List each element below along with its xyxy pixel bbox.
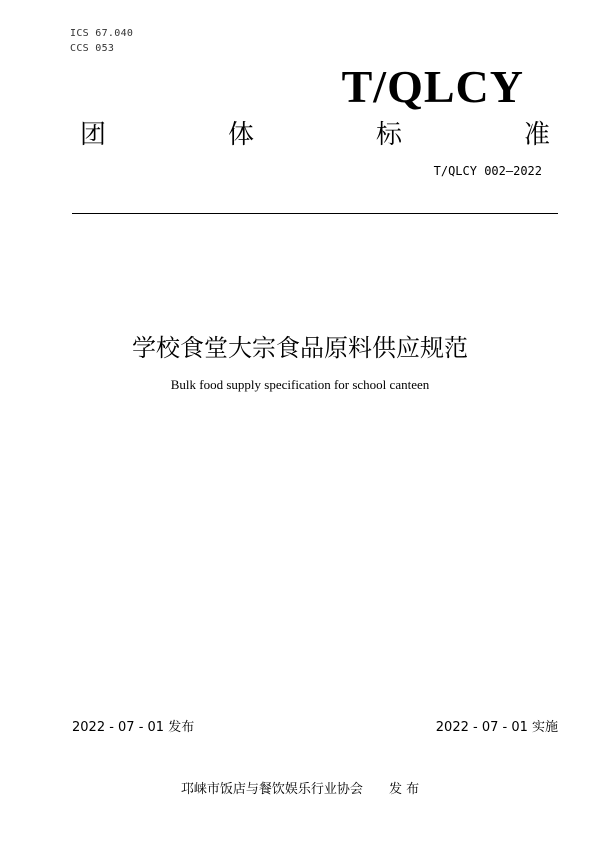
document-title: 学校食堂大宗食品原料供应规范 — [132, 334, 468, 362]
standard-number: T/QLCY 002—2022 — [433, 164, 542, 178]
implementation-date: 2022 - 07 - 01 实施 — [435, 720, 558, 735]
category-char: 准 — [523, 120, 550, 150]
category-char: 团 — [80, 120, 107, 150]
standard-mark: T/QLCY — [341, 61, 524, 112]
ics-code: ICS 67.040 — [70, 28, 134, 39]
issuer-line — [0, 778, 600, 797]
issuer-organization: 邛崃市饭店与餐饮娱乐行业协会 — [180, 782, 363, 797]
header-divider — [72, 213, 558, 214]
category-char: 标 — [375, 120, 402, 150]
document-title-english: Bulk food supply specification for school canteen — [170, 377, 430, 392]
category-char: 体 — [227, 120, 254, 150]
ccs-code: CCS 053 — [70, 43, 115, 54]
issuer-action: 发 布 — [388, 782, 420, 797]
publish-date: 2022 - 07 - 01 发布 — [72, 720, 195, 735]
standard-category — [80, 114, 550, 148]
